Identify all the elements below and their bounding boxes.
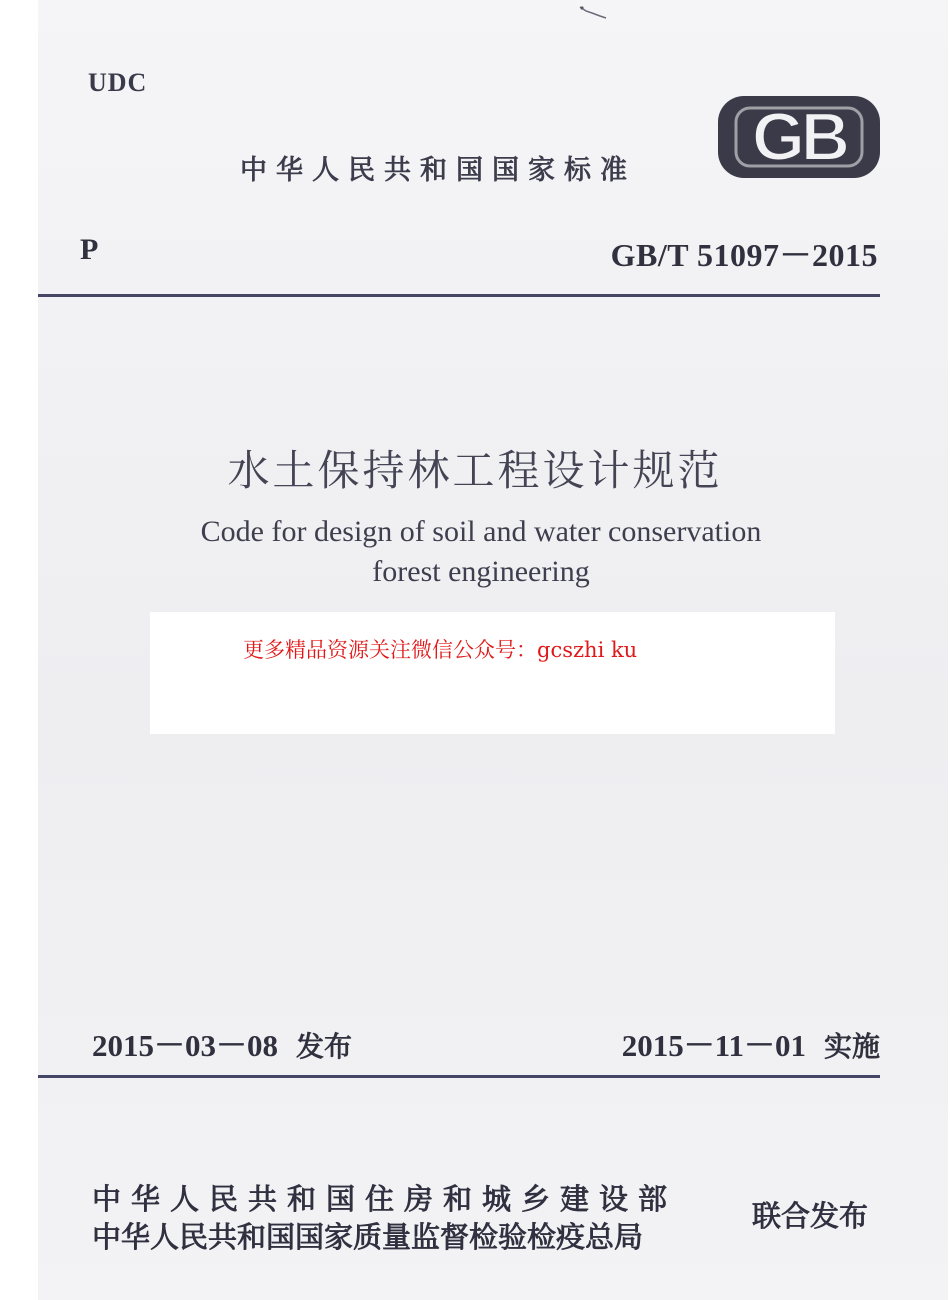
title-english-line-2: forest engineering <box>372 555 590 588</box>
implement-date <box>622 1020 880 1065</box>
top-divider <box>38 294 880 297</box>
issuer-administration: 中华人民共和国国家质量监督检验检疫总局 <box>92 1220 644 1254</box>
scratch-mark <box>578 4 608 20</box>
national-standard-heading: 中华人民共和国国家标准 <box>240 155 636 186</box>
publish-date-value: 2015－03－08 <box>92 1028 278 1063</box>
bottom-divider <box>38 1075 880 1078</box>
udc-label: UDC <box>88 68 148 97</box>
joint-issue-label: 联合发布 <box>752 1199 869 1233</box>
implement-date-value: 2015－11－01 <box>621 1028 806 1063</box>
publish-label: 发布 <box>296 1030 353 1063</box>
title-chinese: 水土保持林工程设计规范 <box>227 446 723 495</box>
publish-date <box>92 1020 352 1065</box>
category-code: P <box>80 233 99 266</box>
title-english-line-1: Code for design of soil and water conservation <box>200 515 762 548</box>
wechat-notice: 更多精品资源关注微信公众号：gcszhi ku <box>243 638 638 662</box>
implement-label: 实施 <box>823 1030 880 1063</box>
issuer-ministry: 中华人民共和国住房和城乡建设部 <box>92 1182 678 1216</box>
title-english <box>0 512 950 592</box>
gb-logo <box>716 94 882 180</box>
standard-number: GB/T 51097－2015 <box>610 237 878 273</box>
gb-logo-text: GB <box>752 99 846 175</box>
notice-panel <box>150 612 835 734</box>
